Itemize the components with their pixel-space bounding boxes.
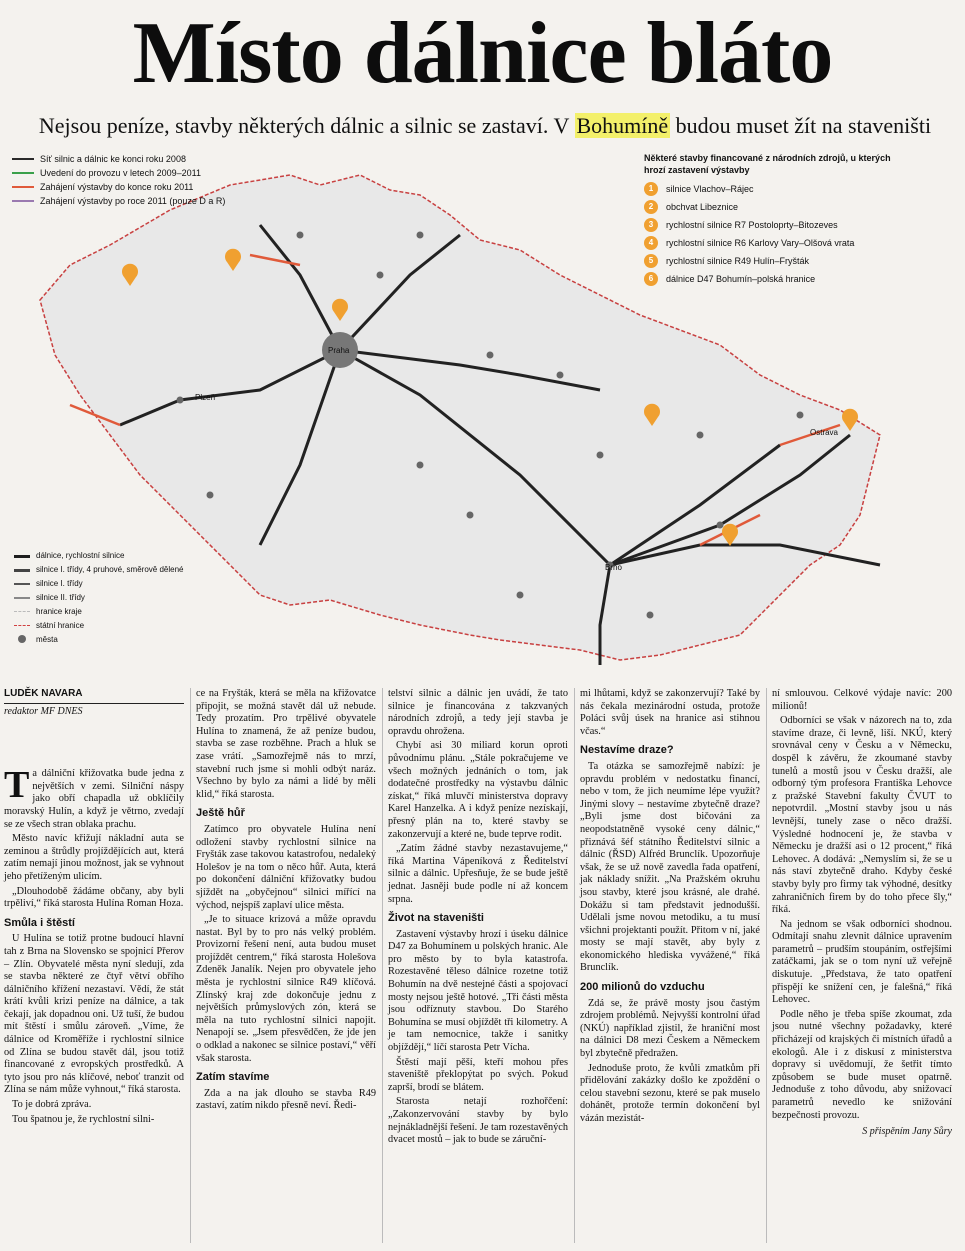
paragraph-text: Štěstí mají pěší, kteří mohou přes staveniště překlopýtat po svých. Pokud zaprší, brodí se blátem. (388, 1056, 568, 1093)
legend-top-item (12, 180, 262, 194)
threatened-list (644, 152, 914, 288)
section-heading: 200 milionů do vzduchu (580, 981, 705, 994)
threatened-item-label: obchvat Libeznice (666, 202, 739, 212)
threatened-list-title: Některé stavby financované z národních zdrojů, u kterých hrozí zastavení výstavby (644, 153, 891, 175)
legend-swatch (14, 597, 30, 599)
subhead (10, 112, 960, 140)
paragraph (580, 688, 760, 738)
headline: Místo dálnice bláto (132, 5, 833, 102)
subhead-before: Nejsou peníze, stavby některých dálnic a silnic se zastaví. V (38, 113, 575, 138)
city-dot (297, 232, 304, 239)
paragraph (772, 688, 952, 713)
threatened-item-label: silnice Vlachov–Rájec (666, 184, 754, 194)
section-heading: Nestavíme draze? (580, 744, 674, 757)
city-dot (797, 412, 804, 419)
legend-swatch (14, 555, 30, 558)
column-divider (766, 688, 767, 1243)
threatened-item (644, 180, 914, 198)
map-legend-bottom (14, 550, 184, 648)
paragraph (196, 914, 376, 1065)
paragraph (388, 1096, 568, 1146)
city-label: Plzeň (195, 393, 216, 402)
legend-swatch (14, 569, 30, 572)
city-label: Praha (328, 346, 350, 355)
article-body (4, 688, 962, 1248)
column-divider (382, 688, 383, 1243)
paragraph (196, 1088, 376, 1113)
subhead-highlight: Bohumíně (576, 113, 669, 138)
column-3-text (388, 688, 568, 1147)
legend-bottom-item (14, 620, 184, 631)
article-column-5 (772, 688, 952, 1139)
paragraph-text: a dálniční křižovatka bude jedna z největších v zemi. Silniční náspy jako obří chapadla už obklíčily moravský Hulín, a když je větrno, zvedají se ze všech stran oblaka prachu. (4, 768, 184, 830)
column-divider (190, 688, 191, 1243)
city-dot (207, 492, 214, 499)
city-dot (517, 592, 524, 599)
paragraph-text: Jednoduše proto, že kvůli zmatkům při přidělování zakázky došlo ke zpoždění o celou stavební sezonu, které se pak muselo dohánět, protože termín dokončení byl vázán mezistát- (580, 1062, 760, 1124)
credit-line: S přispěním Jany Sůry (862, 1126, 952, 1138)
marker-number: 5 (644, 254, 658, 268)
legend-bottom-item (14, 606, 184, 617)
paragraph (772, 919, 952, 1007)
threatened-item (644, 252, 914, 270)
paragraph (4, 933, 184, 1097)
city-label: Ostrava (810, 428, 839, 437)
paragraph-text: telství silnic a dálnic jen uvádí, že tato silnice je financována z takzvaných národních zdrojů, a tedy její stavba je opravdu ohrožena. (388, 688, 568, 737)
legend-bottom-item (14, 564, 184, 575)
paragraph (388, 929, 568, 1055)
marker-number: 1 (644, 182, 658, 196)
author-name: LUDĚK NAVARA (4, 688, 184, 704)
article-column-1 (4, 688, 184, 1128)
paragraph (4, 764, 184, 831)
section-heading: Život na staveništi (388, 912, 484, 925)
city-dot (417, 462, 424, 469)
legend-swatch (18, 635, 26, 643)
marker-number: 6 (644, 272, 658, 286)
threatened-item (644, 270, 914, 288)
city-dot (697, 432, 704, 439)
article-column-2 (196, 688, 376, 1115)
city-dot (177, 397, 184, 404)
legend-line-swatch (12, 158, 34, 160)
paragraph-text: Starosta netají rozhořčení: „Zakonzervování stavby by bylo nejnákladnější řešení. Je tam rozestavěných dvacet mostů – jak to bude se záruční- (388, 1096, 568, 1146)
city-dot (717, 522, 724, 529)
threatened-item-label: rychlostní silnice R49 Hulín–Fryšták (666, 256, 810, 266)
author-role: redaktor MF DNES (4, 705, 83, 717)
paragraph (580, 1063, 760, 1126)
column-2-text (196, 688, 376, 1113)
paragraph-text: „Je to situace krizová a může opravdu nastat. Byl by to pro nás velký problém. Provizorní řešení není, auta budou muset projíždět centrem,“ říká starosta Holešova Zdeněk Janalík. Nejen pro obyvatele jeho města je rychlostní silnice R49 klíčová. Zlínský kraj zde dokončuje jednu z největších průmyslových zón, která se měla na tuto rychlostní silnici napojit. Nenapojí se. „Jsem přesvědčen, že jde jen o odklad a nakonec se silnice postaví,“ věří však starosta. (196, 914, 376, 1064)
paragraph (580, 761, 760, 975)
legend-bottom-label: hranice kraje (36, 607, 82, 616)
paragraph (388, 688, 568, 738)
threatened-item (644, 216, 914, 234)
legend-bottom-label: dálnice, rychlostní silnice (36, 551, 125, 560)
paragraph (388, 843, 568, 906)
map-legend-top (12, 152, 262, 208)
legend-top-item (12, 152, 262, 166)
section-heading: Smůla i štěstí (4, 916, 75, 929)
legend-line-swatch (12, 200, 34, 202)
legend-bottom-label: státní hranice (36, 621, 85, 630)
paragraph (196, 824, 376, 912)
legend-bottom-item (14, 550, 184, 561)
city-dot (647, 612, 654, 619)
paragraph (772, 1009, 952, 1122)
paragraph-text: Odborníci se však v názorech na to, zda stavíme draze, či levně, liší. NKÚ, který srovnával ceny v Česku a v Německu, dospěl k závěru, že zkoumané stavby tunelů a mostů jsou v Česku dražší, ale odborný tým profesora Františka Lehovce z pražské Stavební fakulty ČVUT to nepotvrdil. „Mostní stavby jsou u nás levnější, tunely zase o něco dražší. Výsledné hodnocení je, že stavba v Německu je dražší asi o 12 procent,“ říká Lehovec. A dodává: „Nemyslím si, že se u nás staví zbytečně draho. Kdyby české stavby byly pro firmy tak výhodné, desítky zahraničních firem by do toho přece šly,“ říká. (772, 715, 952, 916)
column-divider (574, 688, 575, 1243)
paragraph-text: ní smlouvou. Celkové výdaje navíc: 200 milionů! (772, 688, 952, 712)
legend-bottom-label: silnice I. třídy, 4 pruhové, směrově dělené (36, 565, 184, 574)
threatened-item-label: dálnice D47 Bohumín–polská hranice (666, 274, 816, 284)
column-5-text (772, 688, 952, 1122)
column-1-text (4, 764, 184, 1126)
paragraph (4, 886, 184, 911)
paragraph-text: „Zatím žádné stavby nezastavujeme,“ říká Martina Vápeníková z Ředitelství silnic a dálnic. Upřesňuje, že se bude ještě jednat. Jasněji bude podle ní až koncem srpna. (388, 843, 568, 905)
paragraph-text: mi lhůtami, když se zakonzervují? Také by nás čekala mezinárodní ostuda, protože Poláci svůj úsek na hranice asi stihnou včas.“ (580, 688, 760, 737)
paragraph-text: Tou špatnou je, že rychlostní silni- (12, 1113, 155, 1125)
section-heading: Ještě hůř (196, 807, 245, 820)
legend-top-item (12, 166, 262, 180)
legend-swatch (14, 625, 30, 626)
paragraph (388, 740, 568, 841)
threatened-item-label: rychlostní silnice R6 Karlovy Vary–Olšová vrata (666, 238, 855, 248)
paragraph (4, 833, 184, 883)
paragraph-text: Zastavení výstavby hrozí i úseku dálnice D47 za Bohumínem u polských hranic. Ale pro město by to byla katastrofa. Rozestavěné těleso dálnice rozetne totiž Bohumín na dvě nestejné části a spojovací mosty nejsou ještě hotové. „Tři části města jsou odříznuty stavbou. Do Starého Bohumína se musí objíždět tři kilometry. A je tam nemocnice, takže i sanitky objíždějí,“ líčí starosta Petr Vícha. (388, 928, 568, 1054)
threatened-item (644, 234, 914, 252)
paragraph-text: Chybí asi 30 miliard korun oproti původnímu plánu. „Stále pokračujeme ve všech možných jednáních o tom, jak dodatečné prostředky na výstavbu dálnic získat,“ říká mluvčí ministerstva dopravy Karel Hanzelka. A i když peníze nezískají, přesný plán na to, které stavby se zakonzervují a které ne, bude teprve rodit. (388, 740, 568, 840)
city-dot (377, 272, 384, 279)
column-4-text (580, 688, 760, 1126)
drop-cap: T (4, 764, 30, 807)
legend-swatch (14, 583, 30, 585)
legend-bottom-item (14, 578, 184, 589)
paragraph-text: Zda a na jak dlouho se stavba R49 zastaví, zatím nikdo přesně neví. Ředi- (196, 1087, 376, 1112)
city-dot (487, 352, 494, 359)
section-heading: Zatím stavíme (196, 1071, 270, 1084)
paragraph (772, 715, 952, 917)
subhead-after: budou muset žít na staveništi (670, 113, 932, 138)
article-column-3 (388, 688, 568, 1149)
legend-top-label: Síť silnic a dálnic ke konci roku 2008 (40, 154, 186, 164)
paragraph (4, 1114, 184, 1127)
paragraph-text: Na jednom se však odborníci shodnou. Odmítají snahu zlevnit dálnice upravením parametrů – prudším stoupáním, ostřejšími zatáčkami, jak se o tom nyní už veřejně diskutuje. „Představa, že tato opatření přispějí ke snížení cen, je falešná,“ říká Lehovec. (772, 918, 952, 1006)
paragraph-text: Zdá se, že právě mosty jsou častým zdrojem problémů. Nejvyšší kontrolní úřad (NKÚ) například zjistil, že hraniční most na dálnici D8 mezi Českem a Německem byl zbytečně předražen. (580, 997, 760, 1060)
legend-bottom-item (14, 592, 184, 603)
marker-number: 3 (644, 218, 658, 232)
threatened-item (644, 198, 914, 216)
paragraph (196, 688, 376, 801)
marker-number: 4 (644, 236, 658, 250)
paragraph (4, 1099, 184, 1112)
marker-number: 2 (644, 200, 658, 214)
paragraph-text: Podle něho je třeba spíše zkoumat, zda jsou nutné všechny požadavky, které přicházejí od krajských či místních úřadů a ekologů. Ale i z diskusí z ministerstva dopravy si uvědomují, že šetřit tímto způsobem se bude muset opatrně. Jednoduše z toho důvodu, aby snižovací parametrů nevedlo ke snižování bezpečnosti provozu. (772, 1008, 952, 1121)
paragraph-text: Zatímco pro obyvatele Hulína není odložení stavby rychlostní silnice na Fryšták zase takovou katastrofou, nedaleký Holešov je na tom o něco hůř. Auta, která po dokončení dálniční křižovatky budou sjíždět na „obyčejnou“ silnici mířící na východ, nejspíš zaplaví ulice města. (196, 823, 376, 911)
city-dot (597, 452, 604, 459)
city-dot (417, 232, 424, 239)
legend-bottom-label: silnice I. třídy (36, 579, 83, 588)
paragraph-text: ce na Fryšták, která se měla na křižovatce připojit, se možná stavět dál už nebude. Tedy prozatím. Pro trpělivé obyvatele Hulína to znamená, že až peníze budou, stavba se zase rozběhne. Prach a hluk se zase vrátí. „Samozřejmě nás to mrzí, stavební ruch jsme si mohli odbýt naráz. Všechno by bylo za námi a lidé by měli klid,“ říká starosta. (196, 688, 376, 800)
legend-top-item (12, 194, 262, 208)
legend-line-swatch (12, 172, 34, 174)
paragraph-text: „Dlouhodobě žádáme občany, aby byli trpěliví,“ říká starosta Hulína Roman Hoza. (4, 885, 184, 910)
legend-top-label: Uvedení do provozu v letech 2009–2011 (40, 168, 201, 178)
paragraph-text: Ta otázka se samozřejmě nabízí: je opravdu problém v nedostatku financí, nebo v tom, že jich neumíme lépe využít? Jinými slovy – nestavíme zbytečně draze? „Byli jsme dost bičováni za neopodstatněně vysoké ceny dálnic,“ přiznává šéf státního Ředitelství silnic a dálnic (ŘSD) Alfréd Brunclík. Upozorňuje však, že se už nově zavedla řada opatření, jak náklady snížit. „Na Pražském okruhu jsou stavby, které jsou krásné, ale drahé. Dokážu si tam představit jednodušší. Udělali jsme novou metodiku, a tu musí všichni projektanti použít. Přitom v ní, jaké mosty se mají stavět, aby byly z ekonomického hlediska vyvážené,“ říká Brunclík. (580, 760, 760, 974)
paragraph (388, 1057, 568, 1095)
legend-top-label: Zahájení výstavby po roce 2011 (pouze D a R) (40, 196, 226, 206)
city-label: Brno (605, 563, 622, 572)
paragraph-text: To je dobrá zpráva. (12, 1099, 92, 1111)
article-column-4 (580, 688, 760, 1128)
paragraph-text: U Hulína se totiž protne budoucí hlavní tah z Brna na Slovensko se spojnicí Přerov – Zlín. Obyvatelé města nyní sledují, zda se stavba některé ze čtyř větví obřího dálničního křížení nezastaví. Vědí, že stát krátí kvůli krizi peníze na dálnice, a tak čekají, jak dopadnou oni. Už tuší, že budou mít štěstí i smůlu zároveň. „Víme, že dálnice od Kroměříže i rychlostní silnice od Zlína se budou stavět dál, jsou totiž financované z evropských prostředků. A tyto jsou pro nás klíčové, neboť tranzit od Zlína se nám může vyhnout,“ říká starosta. (4, 933, 184, 1096)
paragraph (580, 998, 760, 1061)
legend-line-swatch (12, 186, 34, 188)
legend-bottom-item (14, 634, 184, 645)
threatened-list-items (644, 180, 914, 288)
paragraph-text: Město navíc křižují nákladní auta se zeminou a štrůdly projíždějících aut, která zatím nemají jinou možnost, jak se vyhnout jeho přetíženým ulicím. (4, 833, 184, 882)
legend-bottom-label: silnice II. třídy (36, 593, 85, 602)
legend-top-label: Zahájení výstavby do konce roku 2011 (40, 182, 194, 192)
threatened-item-label: rychlostní silnice R7 Postoloprty–Bitozeves (666, 220, 838, 230)
legend-swatch (14, 611, 30, 612)
legend-bottom-label: města (36, 635, 58, 644)
city-dot (557, 372, 564, 379)
city-dot (467, 512, 474, 519)
